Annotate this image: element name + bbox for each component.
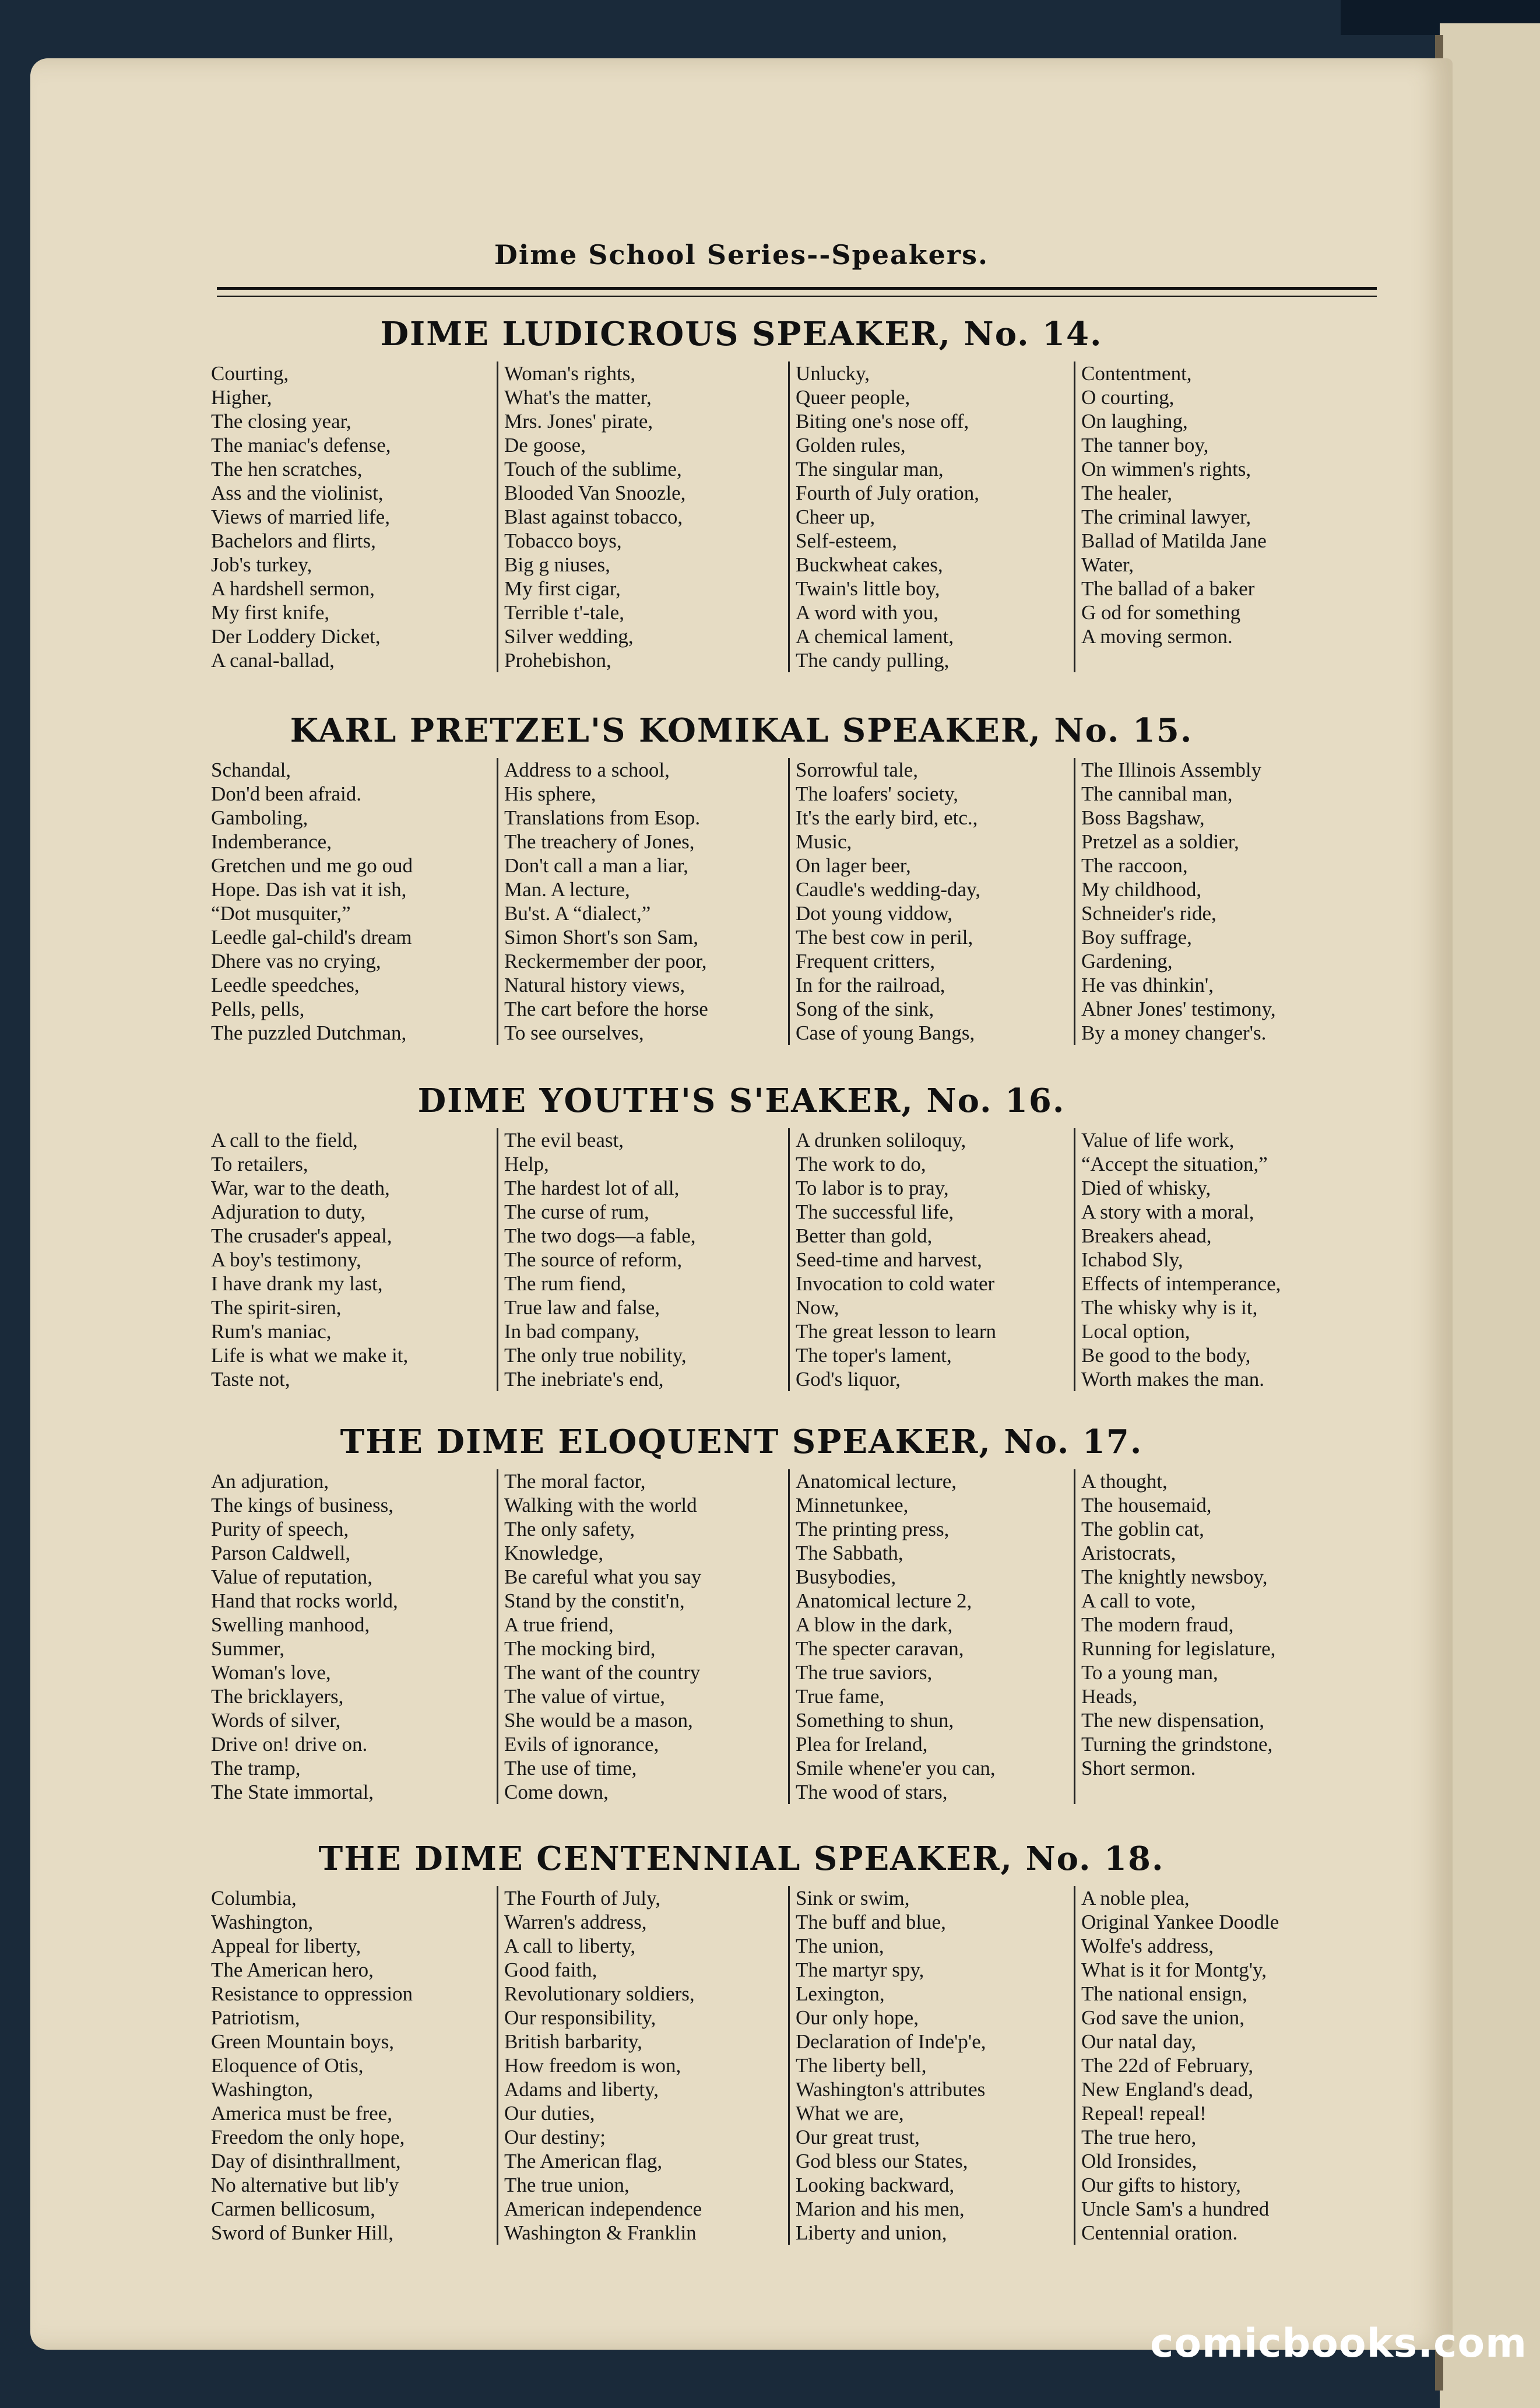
- list-item: Woman's rights,: [504, 362, 636, 385]
- list-item: The buff and blue,: [796, 1911, 946, 1933]
- list-item: The knightly newsboy,: [1081, 1565, 1268, 1588]
- list-item: Looking backward,: [796, 2174, 955, 2196]
- column-3: [788, 1128, 1074, 1391]
- list-item: Golden rules,: [796, 434, 906, 457]
- section-columns: [211, 1469, 1388, 1804]
- column-3: [788, 758, 1074, 1045]
- list-item: By a money changer's.: [1081, 1022, 1267, 1044]
- list-item: Adjuration to duty,: [211, 1201, 366, 1223]
- column-1: [211, 1886, 497, 2245]
- column-1: [211, 1469, 497, 1804]
- list-item: Adams and liberty,: [504, 2078, 659, 2101]
- list-item: The American flag,: [504, 2150, 663, 2172]
- list-item: Aristocrats,: [1081, 1542, 1176, 1564]
- list-item: The evil beast,: [504, 1129, 624, 1152]
- list-item: Liberty and union,: [796, 2221, 947, 2244]
- column-2: [497, 758, 788, 1045]
- column-2: [497, 361, 788, 672]
- section-columns: [211, 1886, 1388, 2245]
- list-item: Man. A lecture,: [504, 878, 630, 901]
- section-title: KARL PRETZEL'S KOMIKAL SPEAKER, No. 15.: [290, 711, 1193, 750]
- list-item: The hardest lot of all,: [504, 1177, 680, 1199]
- list-item: The specter caravan,: [796, 1637, 964, 1660]
- list-item: Natural history views,: [504, 974, 685, 996]
- list-item: The 22d of February,: [1081, 2054, 1254, 2077]
- list-item: Terrible t'-tale,: [504, 601, 624, 624]
- list-item: The toper's lament,: [796, 1344, 952, 1367]
- list-item: The mocking bird,: [504, 1637, 656, 1660]
- list-item: Appeal for liberty,: [211, 1935, 361, 1957]
- section-ludicrous: [30, 315, 1453, 672]
- list-item: A chemical lament,: [796, 625, 954, 648]
- list-item: God save the union,: [1081, 2006, 1244, 2029]
- column-2: [497, 1128, 788, 1391]
- list-item: Music,: [796, 830, 852, 853]
- list-item: Heads,: [1081, 1685, 1138, 1708]
- list-item: Silver wedding,: [504, 625, 634, 648]
- list-item: Turning the grindstone,: [1081, 1733, 1273, 1756]
- list-item: The inebriate's end,: [504, 1368, 664, 1391]
- list-item: His sphere,: [504, 782, 596, 805]
- list-item: The wood of stars,: [796, 1781, 948, 1803]
- list-item: The bricklayers,: [211, 1685, 344, 1708]
- list-item: The work to do,: [796, 1153, 926, 1175]
- list-item: Blast against tobacco,: [504, 506, 683, 528]
- list-item: Value of reputation,: [211, 1565, 372, 1588]
- list-item: The true saviors,: [796, 1661, 933, 1684]
- list-item: Our natal day,: [1081, 2030, 1196, 2053]
- list-item: Local option,: [1081, 1320, 1190, 1343]
- list-item: A boy's testimony,: [211, 1248, 361, 1271]
- list-item: Schandal,: [211, 759, 291, 781]
- list-item: Better than gold,: [796, 1224, 933, 1247]
- list-item: On wimmen's rights,: [1081, 458, 1251, 480]
- list-item: The Sabbath,: [796, 1542, 903, 1564]
- list-item: Mrs. Jones' pirate,: [504, 410, 653, 433]
- list-item: The raccoon,: [1081, 854, 1188, 877]
- list-item: The whisky why is it,: [1081, 1296, 1258, 1319]
- section-centennial: [30, 1840, 1453, 2244]
- list-item: New England's dead,: [1081, 2078, 1253, 2101]
- list-item: The want of the country: [504, 1661, 701, 1684]
- list-item: Revolutionary soldiers,: [504, 1982, 695, 2005]
- list-item: Translations from Esop.: [504, 806, 701, 829]
- list-item: Old Ironsides,: [1081, 2150, 1197, 2172]
- list-item: On laughing,: [1081, 410, 1188, 433]
- list-item: Song of the sink,: [796, 998, 934, 1020]
- list-item: Gamboling,: [211, 806, 308, 829]
- list-item: Washington,: [211, 1911, 314, 1933]
- list-item: The great lesson to learn: [796, 1320, 997, 1343]
- list-item: Our destiny;: [504, 2126, 606, 2149]
- list-item: The healer,: [1081, 482, 1172, 504]
- list-item: Resistance to oppression: [211, 1982, 413, 2005]
- column-3: [788, 1886, 1074, 2245]
- next-page-edge: [1440, 23, 1540, 2408]
- section-eloquent: [30, 1423, 1453, 1803]
- list-item: Washington's attributes: [796, 2078, 986, 2101]
- list-item: Declaration of Inde'p'e,: [796, 2030, 986, 2053]
- list-item: Tobacco boys,: [504, 529, 622, 552]
- list-item: Be good to the body,: [1081, 1344, 1251, 1367]
- list-item: Ballad of Matilda Jane: [1081, 529, 1267, 552]
- section-title: DIME LUDICROUS SPEAKER, No. 14.: [380, 315, 1103, 353]
- list-item: Biting one's nose off,: [796, 410, 969, 433]
- list-item: To see ourselves,: [504, 1022, 644, 1044]
- list-item: The true union,: [504, 2174, 630, 2196]
- list-item: A story with a moral,: [1081, 1201, 1254, 1223]
- list-item: Our responsibility,: [504, 2006, 656, 2029]
- list-item: Leedle speedches,: [211, 974, 360, 996]
- list-item: Washington,: [211, 2078, 314, 2101]
- list-item: A moving sermon.: [1081, 625, 1233, 648]
- section-columns: [211, 1128, 1388, 1391]
- list-item: To labor is to pray,: [796, 1177, 949, 1199]
- list-item: Summer,: [211, 1637, 284, 1660]
- list-item: Courting,: [211, 362, 289, 385]
- list-item: The only true nobility,: [504, 1344, 687, 1367]
- list-item: Woman's love,: [211, 1661, 331, 1684]
- list-item: Big g niuses,: [504, 553, 610, 576]
- list-item: On lager beer,: [796, 854, 911, 877]
- list-item: The liberty bell,: [796, 2054, 927, 2077]
- list-item: A call to vote,: [1081, 1589, 1196, 1612]
- list-item: Marion and his men,: [796, 2198, 965, 2220]
- list-item: Hand that rocks world,: [211, 1589, 398, 1612]
- list-item: Dhere vas no crying,: [211, 950, 381, 973]
- column-2: [497, 1469, 788, 1804]
- list-item: Freedom the only hope,: [211, 2126, 405, 2149]
- list-item: Carmen bellicosum,: [211, 2198, 375, 2220]
- list-item: Walking with the world: [504, 1494, 697, 1517]
- list-item: Our duties,: [504, 2102, 595, 2125]
- column-4: [1074, 1128, 1388, 1391]
- list-item: God's liquor,: [796, 1368, 901, 1391]
- list-item: Queer people,: [796, 386, 910, 409]
- list-item: In for the railroad,: [796, 974, 945, 996]
- list-item: Anatomical lecture 2,: [796, 1589, 972, 1612]
- list-item: A thought,: [1081, 1470, 1168, 1493]
- list-item: Indemberance,: [211, 830, 332, 853]
- list-item: War, war to the death,: [211, 1177, 390, 1199]
- list-item: Columbia,: [211, 1887, 297, 1909]
- list-item: “Accept the situation,”: [1081, 1153, 1268, 1175]
- list-item: To a young man,: [1081, 1661, 1218, 1684]
- list-item: A blow in the dark,: [796, 1613, 953, 1636]
- list-item: Prohebishon,: [504, 649, 611, 672]
- list-item: British barbarity,: [504, 2030, 642, 2053]
- section-columns: [211, 361, 1388, 672]
- list-item: The modern fraud,: [1081, 1613, 1234, 1636]
- list-item: The source of reform,: [504, 1248, 683, 1271]
- list-item: Unlucky,: [796, 362, 870, 385]
- list-item: The union,: [796, 1935, 884, 1957]
- list-item: Our gifts to history,: [1081, 2174, 1241, 2196]
- list-item: Self-esteem,: [796, 529, 897, 552]
- list-item: Abner Jones' testimony,: [1081, 998, 1276, 1020]
- list-item: The tanner boy,: [1081, 434, 1209, 457]
- list-item: Wolfe's address,: [1081, 1935, 1214, 1957]
- column-1: [211, 1128, 497, 1391]
- list-item: Worth makes the man.: [1081, 1368, 1265, 1391]
- list-item: Something to shun,: [796, 1709, 954, 1732]
- list-item: The kings of business,: [211, 1494, 394, 1517]
- list-item: Seed-time and harvest,: [796, 1248, 982, 1271]
- list-item: A canal-ballad,: [211, 649, 335, 672]
- list-item: My first knife,: [211, 601, 330, 624]
- list-item: The successful life,: [796, 1201, 954, 1223]
- column-4: [1074, 1469, 1388, 1804]
- section-title: THE DIME CENTENNIAL SPEAKER, No. 18.: [318, 1840, 1165, 1878]
- list-item: Smile whene'er you can,: [796, 1757, 996, 1779]
- list-item: To retailers,: [211, 1153, 308, 1175]
- list-item: It's the early bird, etc.,: [796, 806, 978, 829]
- list-item: America must be free,: [211, 2102, 392, 2125]
- watermark-text: comicbooks.com: [1149, 2321, 1527, 2367]
- list-item: The martyr spy,: [796, 1958, 924, 1981]
- section-columns: [211, 758, 1388, 1045]
- list-item: Repeal! repeal!: [1081, 2102, 1207, 2125]
- list-item: Day of disinthrallment,: [211, 2150, 401, 2172]
- list-item: Water,: [1081, 553, 1134, 576]
- list-item: Value of life work,: [1081, 1129, 1235, 1152]
- list-item: The housemaid,: [1081, 1494, 1212, 1517]
- list-item: Pells, pells,: [211, 998, 305, 1020]
- list-item: Invocation to cold water: [796, 1272, 995, 1295]
- list-item: Drive on! drive on.: [211, 1733, 368, 1756]
- column-3: [788, 361, 1074, 672]
- list-item: The puzzled Dutchman,: [211, 1022, 407, 1044]
- list-item: How freedom is won,: [504, 2054, 681, 2077]
- list-item: Schneider's ride,: [1081, 902, 1216, 925]
- list-item: The tramp,: [211, 1757, 301, 1779]
- list-item: Cheer up,: [796, 506, 876, 528]
- list-item: Der Loddery Dicket,: [211, 625, 381, 648]
- list-item: The loafers' society,: [796, 782, 959, 805]
- section-youths: [30, 1082, 1453, 1391]
- list-item: Blooded Van Snoozle,: [504, 482, 686, 504]
- list-item: Died of whisky,: [1081, 1177, 1211, 1199]
- list-item: Come down,: [504, 1781, 609, 1803]
- list-item: Buckwheat cakes,: [796, 553, 943, 576]
- list-item: Busybodies,: [796, 1565, 896, 1588]
- list-item: Centennial oration.: [1081, 2221, 1238, 2244]
- column-1: [211, 361, 497, 672]
- list-item: A call to the field,: [211, 1129, 358, 1152]
- list-item: Swelling manhood,: [211, 1613, 370, 1636]
- list-item: Address to a school,: [504, 759, 670, 781]
- list-item: The cannibal man,: [1081, 782, 1233, 805]
- list-item: The spirit-siren,: [211, 1296, 342, 1319]
- list-item: The goblin cat,: [1081, 1518, 1204, 1540]
- section-title: THE DIME ELOQUENT SPEAKER, No. 17.: [340, 1423, 1143, 1461]
- list-item: Our great trust,: [796, 2126, 920, 2149]
- list-item: A word with you,: [796, 601, 938, 624]
- list-item: The treachery of Jones,: [504, 830, 695, 853]
- list-item: My childhood,: [1081, 878, 1202, 901]
- list-item: God bless our States,: [796, 2150, 968, 2172]
- list-item: Boss Bagshaw,: [1081, 806, 1205, 829]
- list-item: Eloquence of Otis,: [211, 2054, 364, 2077]
- list-item: Reckermember der poor,: [504, 950, 707, 973]
- list-item: The printing press,: [796, 1518, 950, 1540]
- list-item: Washington & Franklin: [504, 2221, 697, 2244]
- list-item: Effects of intemperance,: [1081, 1272, 1281, 1295]
- list-item: Warren's address,: [504, 1911, 647, 1933]
- list-item: The Fourth of July,: [504, 1887, 660, 1909]
- list-item: Words of silver,: [211, 1709, 341, 1732]
- list-item: Gardening,: [1081, 950, 1173, 973]
- list-item: Ass and the violinist,: [211, 482, 384, 504]
- page-header: Dime School Series--Speakers.: [494, 239, 989, 271]
- list-item: What we are,: [796, 2102, 904, 2125]
- list-item: Our only hope,: [796, 2006, 919, 2029]
- list-item: A drunken soliloquy,: [796, 1129, 966, 1152]
- list-item: Sword of Bunker Hill,: [211, 2221, 394, 2244]
- list-item: The maniac's defense,: [211, 434, 391, 457]
- list-item: A hardshell sermon,: [211, 577, 375, 600]
- list-item: Parson Caldwell,: [211, 1542, 351, 1564]
- list-item: My first cigar,: [504, 577, 621, 600]
- list-item: An adjuration,: [211, 1470, 329, 1493]
- list-item: No alternative but lib'y: [211, 2174, 399, 2196]
- list-item: The two dogs—a fable,: [504, 1224, 696, 1247]
- list-item: The best cow in peril,: [796, 926, 973, 949]
- list-item: In bad company,: [504, 1320, 639, 1343]
- list-item: The curse of rum,: [504, 1201, 649, 1223]
- list-item: Fourth of July oration,: [796, 482, 979, 504]
- list-item: He vas dhinkin',: [1081, 974, 1214, 996]
- list-item: De goose,: [504, 434, 586, 457]
- list-item: Uncle Sam's a hundred: [1081, 2198, 1270, 2220]
- list-item: Sink or swim,: [796, 1887, 910, 1909]
- list-item: Caudle's wedding-day,: [796, 878, 981, 901]
- list-item: Contentment,: [1081, 362, 1192, 385]
- list-item: Views of married life,: [211, 506, 390, 528]
- list-item: The State immortal,: [211, 1781, 374, 1803]
- list-item: Lexington,: [796, 1982, 885, 2005]
- list-item: The new dispensation,: [1081, 1709, 1264, 1732]
- section-komikal: [30, 711, 1453, 1044]
- list-item: Rum's maniac,: [211, 1320, 332, 1343]
- list-item: Sorrowful tale,: [796, 759, 918, 781]
- list-item: A noble plea,: [1081, 1887, 1190, 1909]
- list-item: Gretchen und me go oud: [211, 854, 413, 877]
- list-item: The singular man,: [796, 458, 944, 480]
- column-3: [788, 1469, 1074, 1804]
- column-2: [497, 1886, 788, 2245]
- list-item: Original Yankee Doodle: [1081, 1911, 1279, 1933]
- list-item: Taste not,: [211, 1368, 290, 1391]
- list-item: Anatomical lecture,: [796, 1470, 957, 1493]
- list-item: The value of virtue,: [504, 1685, 666, 1708]
- list-item: A true friend,: [504, 1613, 614, 1636]
- list-item: The moral factor,: [504, 1470, 646, 1493]
- list-item: She would be a mason,: [504, 1709, 693, 1732]
- list-item: Case of young Bangs,: [796, 1022, 975, 1044]
- list-item: “Dot musquiter,”: [211, 902, 351, 925]
- list-item: Help,: [504, 1153, 549, 1175]
- header-rule: [217, 287, 1377, 297]
- list-item: Leedle gal-child's dream: [211, 926, 412, 949]
- list-item: G od for something: [1081, 601, 1241, 624]
- list-item: The only safety,: [504, 1518, 635, 1540]
- list-item: Minnetunkee,: [796, 1494, 909, 1517]
- list-item: Knowledge,: [504, 1542, 604, 1564]
- list-item: The rum fiend,: [504, 1272, 626, 1295]
- list-item: Plea for Ireland,: [796, 1733, 928, 1756]
- list-item: Evils of ignorance,: [504, 1733, 659, 1756]
- list-item: Running for legislature,: [1081, 1637, 1276, 1660]
- list-item: The closing year,: [211, 410, 351, 433]
- section-title: DIME YOUTH'S S'EAKER, No. 16.: [417, 1082, 1066, 1120]
- list-item: Higher,: [211, 386, 272, 409]
- list-item: O courting,: [1081, 386, 1175, 409]
- list-item: Simon Short's son Sam,: [504, 926, 699, 949]
- list-item: The cart before the horse: [504, 998, 708, 1020]
- list-item: The national ensign,: [1081, 1982, 1247, 2005]
- column-4: [1074, 758, 1388, 1045]
- list-item: Ichabod Sly,: [1081, 1248, 1183, 1271]
- list-item: True law and false,: [504, 1296, 660, 1319]
- list-item: Bachelors and flirts,: [211, 529, 376, 552]
- list-item: A call to liberty,: [504, 1935, 636, 1957]
- list-item: Hope. Das ish vat it ish,: [211, 878, 407, 901]
- list-item: The candy pulling,: [796, 649, 950, 672]
- list-item: Short sermon.: [1081, 1757, 1196, 1779]
- list-item: What's the matter,: [504, 386, 652, 409]
- list-item: The crusader's appeal,: [211, 1224, 392, 1247]
- list-item: The ballad of a baker: [1081, 577, 1255, 600]
- list-item: The true hero,: [1081, 2126, 1197, 2149]
- list-item: Bu'st. A “dialect,”: [504, 902, 651, 925]
- column-4: [1074, 1886, 1388, 2245]
- list-item: What is it for Montg'y,: [1081, 1958, 1267, 1981]
- list-item: Stand by the constit'n,: [504, 1589, 685, 1612]
- list-item: The hen scratches,: [211, 458, 363, 480]
- list-item: Frequent critters,: [796, 950, 936, 973]
- list-item: Now,: [796, 1296, 839, 1319]
- list-item: American independence: [504, 2198, 702, 2220]
- list-item: Don't call a man a liar,: [504, 854, 688, 877]
- list-item: Patriotism,: [211, 2006, 300, 2029]
- list-item: Green Mountain boys,: [211, 2030, 394, 2053]
- column-1: [211, 758, 497, 1045]
- list-item: The criminal lawyer,: [1081, 506, 1251, 528]
- list-item: Boy suffrage,: [1081, 926, 1192, 949]
- list-item: Twain's little boy,: [796, 577, 940, 600]
- list-item: The use of time,: [504, 1757, 637, 1779]
- list-item: Touch of the sublime,: [504, 458, 682, 480]
- list-item: Job's turkey,: [211, 553, 312, 576]
- column-4: [1074, 361, 1388, 672]
- list-item: Pretzel as a soldier,: [1081, 830, 1239, 853]
- list-item: Breakers ahead,: [1081, 1224, 1212, 1247]
- list-item: Dot young viddow,: [796, 902, 952, 925]
- list-item: True fame,: [796, 1685, 885, 1708]
- list-item: I have drank my last,: [211, 1272, 383, 1295]
- list-item: Good faith,: [504, 1958, 597, 1981]
- list-item: The Illinois Assembly: [1081, 759, 1262, 781]
- page: [30, 58, 1453, 2350]
- list-item: Life is what we make it,: [211, 1344, 409, 1367]
- list-item: Purity of speech,: [211, 1518, 349, 1540]
- list-item: The American hero,: [211, 1958, 374, 1981]
- list-item: Don'd been afraid.: [211, 782, 362, 805]
- list-item: Be careful what you say: [504, 1565, 702, 1588]
